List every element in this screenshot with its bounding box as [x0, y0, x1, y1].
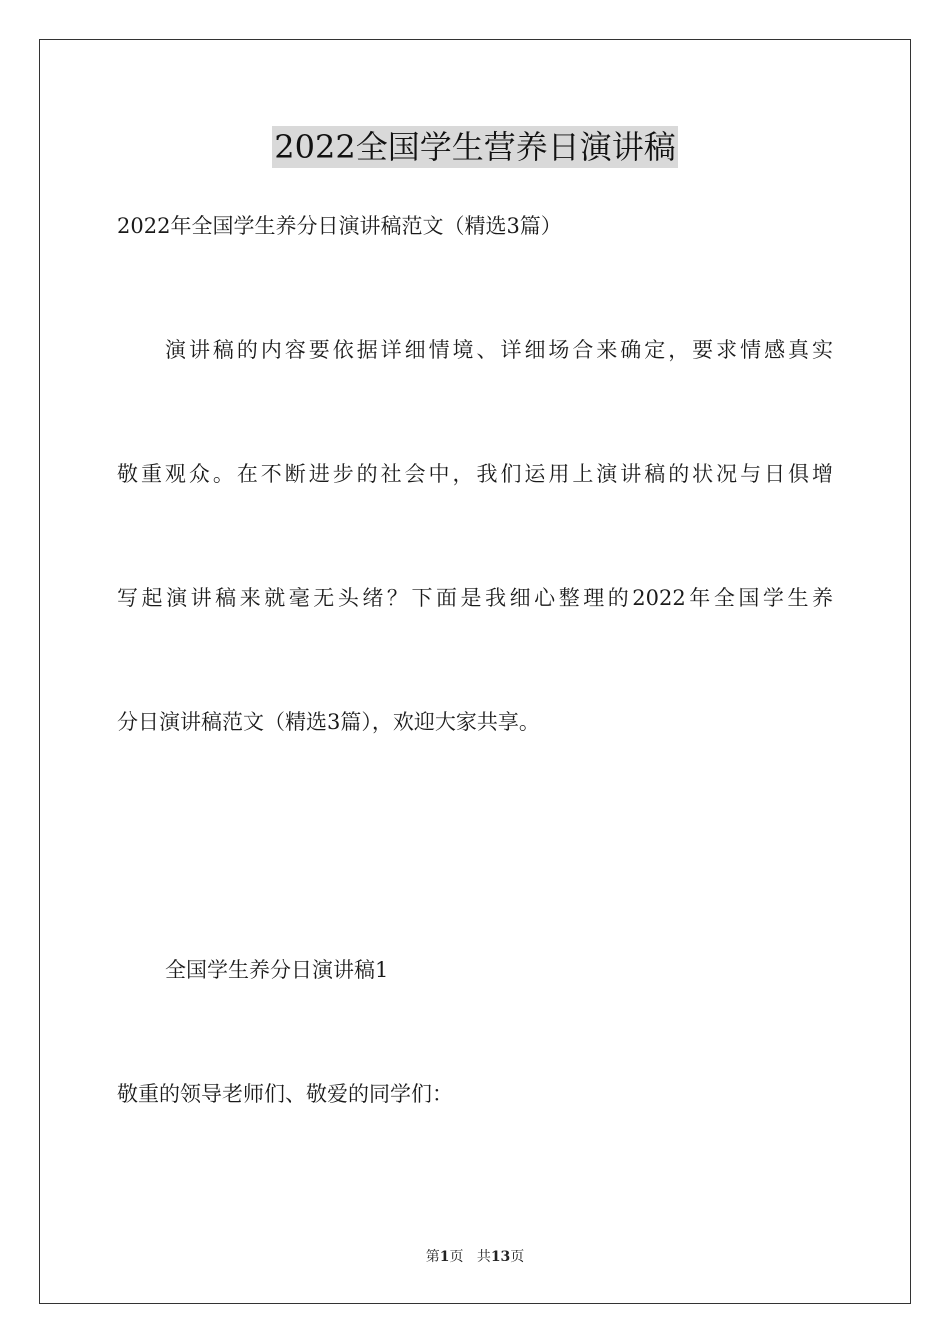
intro-line-3: 写起演讲稿来就毫无头绪？下面是我细心整理的2022年全国学生养 — [117, 586, 833, 610]
title-container — [0, 126, 950, 168]
section-heading: 全国学生养分日演讲稿1 — [165, 958, 389, 982]
document-title: 2022全国学生营养日演讲稿 — [274, 128, 676, 166]
document-subtitle: 2022年全国学生养分日演讲稿范文（精选3篇） — [117, 214, 562, 238]
footer-page-suffix: 页 — [449, 1249, 464, 1265]
intro-line-4: 分日演讲稿范文（精选3篇），欢迎大家共享。 — [117, 710, 540, 734]
footer-page-current: 1 — [439, 1249, 450, 1265]
footer-total-suffix: 页 — [510, 1249, 525, 1265]
page-footer — [0, 1248, 950, 1266]
footer-total-prefix: 共 — [476, 1249, 491, 1265]
intro-line-2: 敬重观众。在不断进步的社会中，我们运用上演讲稿的状况与日俱增 — [117, 462, 833, 486]
intro-line-1: 演讲稿的内容要依据详细情境、详细场合来确定，要求情感真实 — [165, 338, 833, 362]
footer-total-pages: 13 — [490, 1249, 511, 1265]
salutation: 敬重的领导老师们、敬爱的同学们： — [117, 1082, 453, 1106]
footer-page-prefix: 第 — [425, 1249, 440, 1265]
